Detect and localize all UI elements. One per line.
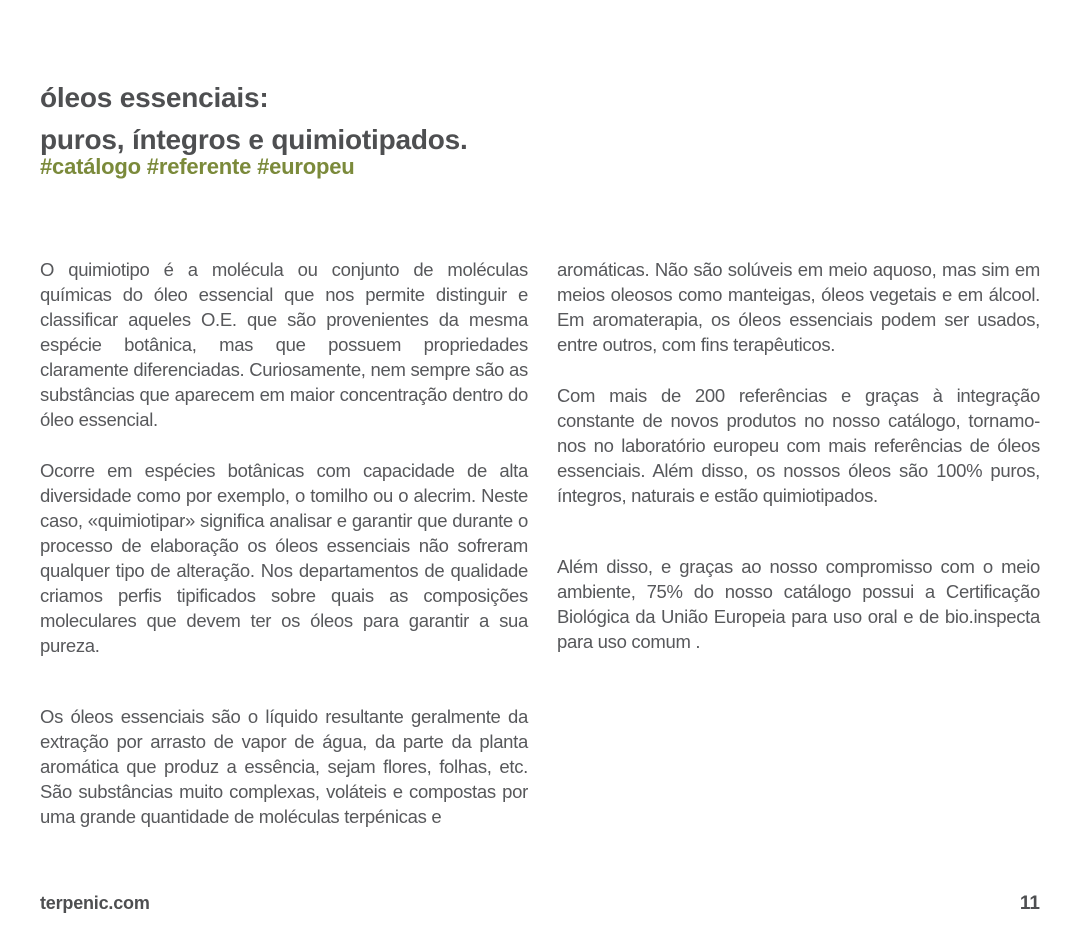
paragraph-right-3: Além disso, e graças ao nosso compromisso com o meio ambiente, 75% do nosso catálogo possui a Certificação Biológica da União Europeia para uso oral e de bio.inspecta para uso comum . [557,556,1040,652]
paragraph-left-2: Ocorre em espécies botânicas com capacidade de alta diversidade como por exemplo, o tomilho ou o alecrim. Neste caso, «quimiotipar» significa analisar e garantir que durante o processo de elaboração os óleos essenciais não sofreram qualquer tipo de alteração. Nos departamentos de qualidade criamos perfis tipificados sobre quais as composições moleculares que devem ter os óleos para garantir a sua pureza. [40,460,528,656]
hashtags-line: #catálogo #referente #europeu [40,154,355,179]
page-title [40,77,468,161]
website-link[interactable]: terpenic.com [40,893,150,913]
paragraph-right-2: Com mais de 200 referências e graças à integração constante de novos produtos no nosso catálogo, tornamo-nos no laboratório europeu com mais referências de óleos essenciais. Além disso, os nossos óleos são 100% puros, íntegros, naturais e estão quimiotipados. [557,385,1040,506]
text-column-left [40,257,528,829]
body-columns [40,257,1040,829]
page-title-line1: óleos essenciais: [40,81,269,113]
page-footer [40,891,1040,916]
paragraph-right-1: aromáticas. Não são solúveis em meio aquoso, mas sim em meios oleosos como manteigas, óleos vegetais e em álcool. Em aromaterapia, os óleos essenciais podem ser usados, entre outros, com fins terapêuticos. [557,259,1040,355]
paragraph-left-3: Os óleos essenciais são o líquido resultante geralmente da extração por arrasto de vapor de água, da parte da planta aromática que produz a essência, sejam flores, folhas, etc. São substâncias muito complexas, voláteis e compostas por uma grande quantidade de moléculas terpénicas e [40,706,528,827]
text-column-right [557,257,1040,829]
paragraph-left-1: O quimiotipo é a molécula ou conjunto de moléculas químicas do óleo essencial que nos permite distinguir e classificar aqueles O.E. que são provenientes da mesma espécie botânica, mas que possuem propriedades claramente diferenciadas. Curiosamente, nem sempre são as substâncias que aparecem em maior concentração dentro do óleo essencial. [40,259,528,430]
page-number: 11 [1019,893,1040,914]
page-title-line2: puros, íntegros e quimiotipados. [40,123,468,155]
